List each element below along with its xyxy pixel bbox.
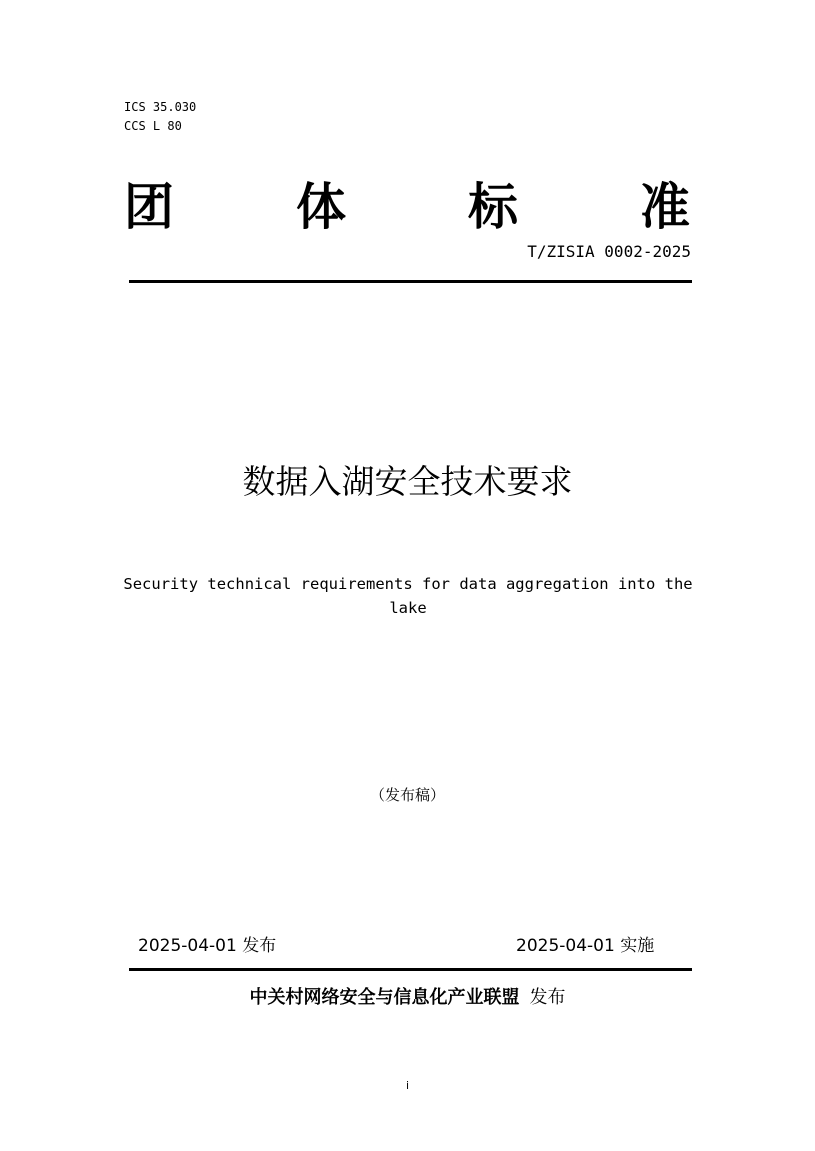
page-number: i (405, 1079, 410, 1092)
heading-char-1: 团 (124, 178, 174, 236)
classification-codes (124, 98, 196, 136)
english-title: Security technical requirements for data aggregation into the lake (123, 575, 693, 617)
publish-date: 2025-04-01 发布 (138, 936, 277, 956)
heading-char-3: 标 (468, 178, 518, 236)
document-type-heading (124, 176, 694, 238)
publisher-organization: 中关村网络安全与信息化产业联盟 (249, 987, 520, 1008)
bottom-divider (129, 968, 692, 971)
chinese-title: 数据入湖安全技术要求 (242, 462, 573, 501)
publisher-action: 发布 (529, 987, 566, 1008)
implement-date: 2025-04-01 实施 (516, 936, 655, 956)
heading-char-4: 准 (640, 178, 690, 236)
ics-code: ICS 35.030 (124, 100, 197, 114)
heading-char-2: 体 (296, 178, 346, 236)
publisher-line (0, 985, 815, 1011)
ccs-code: CCS L 80 (124, 119, 182, 133)
standard-number: T/ZISIA 0002-2025 (527, 242, 691, 261)
draft-status: （发布稿） (369, 786, 445, 804)
top-divider (129, 280, 692, 283)
